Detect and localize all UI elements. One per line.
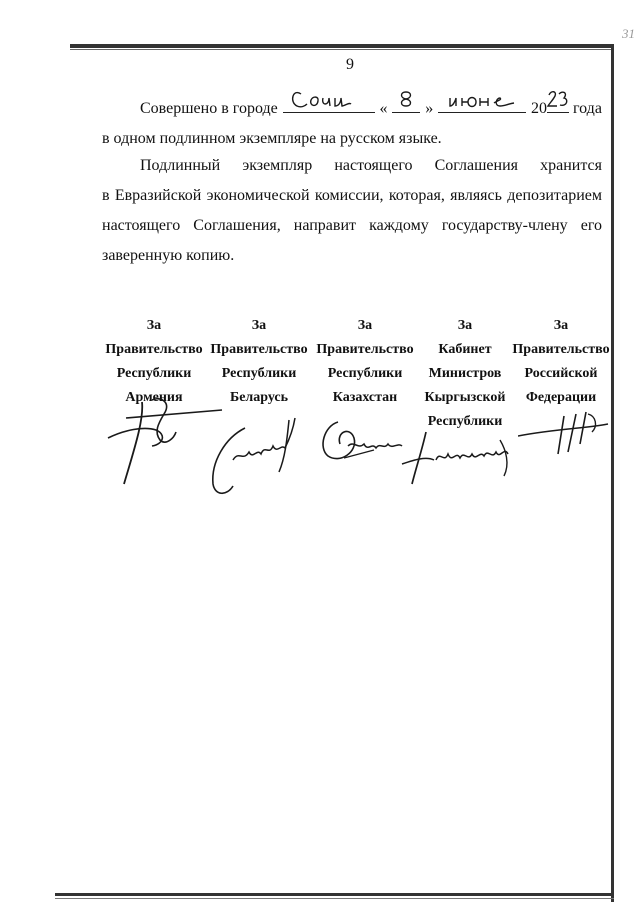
handwritten-month xyxy=(438,84,526,112)
month-field xyxy=(438,90,526,113)
city-field xyxy=(283,90,375,113)
paragraph-line: настоящего Соглашения, направит каждому государству-члену его xyxy=(102,217,602,234)
signatory-kyrgyzstan xyxy=(420,314,510,434)
quote-close: » xyxy=(425,100,434,117)
right-border-rule xyxy=(611,44,614,902)
paragraph-line: в Евразийской экономической комиссии, которая, являясь депозитарием xyxy=(102,187,602,204)
signatory-line: Республики xyxy=(327,366,403,381)
handwritten-city xyxy=(283,84,375,112)
signatory-line: Армения xyxy=(125,390,183,405)
signatory-line: Правительство xyxy=(210,342,308,357)
signatory-line: Республики xyxy=(427,414,503,429)
signatory-line: Республики xyxy=(116,366,192,381)
handwritten-year xyxy=(547,86,569,112)
signatory-for: За xyxy=(457,318,473,333)
signatory-line: Кабинет xyxy=(438,342,492,357)
signatory-line: Правительство xyxy=(512,342,610,357)
handwritten-day xyxy=(392,84,420,112)
signatory-for: За xyxy=(251,318,267,333)
signatory-kazakhstan xyxy=(313,314,417,410)
year-prefix: 20 xyxy=(530,100,547,117)
top-border-rule-thin xyxy=(70,49,612,50)
day-field xyxy=(392,90,420,113)
signatory-line: Правительство xyxy=(105,342,203,357)
signature-belarus xyxy=(205,400,310,500)
signature-kyrgyzstan xyxy=(400,420,522,488)
paragraph-line xyxy=(102,151,602,181)
signatory-line: Российской xyxy=(524,366,598,381)
text-year-word: года xyxy=(572,100,602,117)
paragraph-line xyxy=(102,90,602,124)
signatory-line: Кыргызской xyxy=(424,390,506,405)
signatory-russia xyxy=(511,314,611,410)
signatory-line: Министров xyxy=(428,366,502,381)
paragraph-depositary xyxy=(102,151,602,271)
signatory-line: Правительство xyxy=(316,342,414,357)
bottom-border-rule xyxy=(55,893,614,896)
paragraph-text: Подлинный экземпляр настоящего Соглашения хранится xyxy=(140,157,602,174)
signatory-line: Беларусь xyxy=(229,390,289,405)
paragraph-line: заверенную копию. xyxy=(102,247,235,264)
top-border-rule xyxy=(70,44,612,48)
text-done-in-city: Совершено в городе xyxy=(140,100,278,117)
signature-russia xyxy=(518,408,610,458)
bottom-border-rule-thin xyxy=(55,898,614,899)
signatory-line: Республики xyxy=(221,366,297,381)
year-handwritten-field xyxy=(547,92,569,113)
paragraph-execution-place xyxy=(102,90,602,154)
signatory-for: За xyxy=(146,318,162,333)
year-field xyxy=(531,92,602,124)
paragraph-line: в одном подлинном экземпляре на русском языке. xyxy=(102,130,442,147)
page-number: 9 xyxy=(346,56,354,73)
quote-open: « xyxy=(379,100,388,117)
signatory-for: За xyxy=(553,318,569,333)
signatory-line: Казахстан xyxy=(332,390,398,405)
signatory-line: Федерации xyxy=(525,390,597,405)
signatory-for: За xyxy=(357,318,373,333)
signature-kazakhstan xyxy=(318,412,408,472)
corner-page-mark: 31 xyxy=(622,26,635,41)
